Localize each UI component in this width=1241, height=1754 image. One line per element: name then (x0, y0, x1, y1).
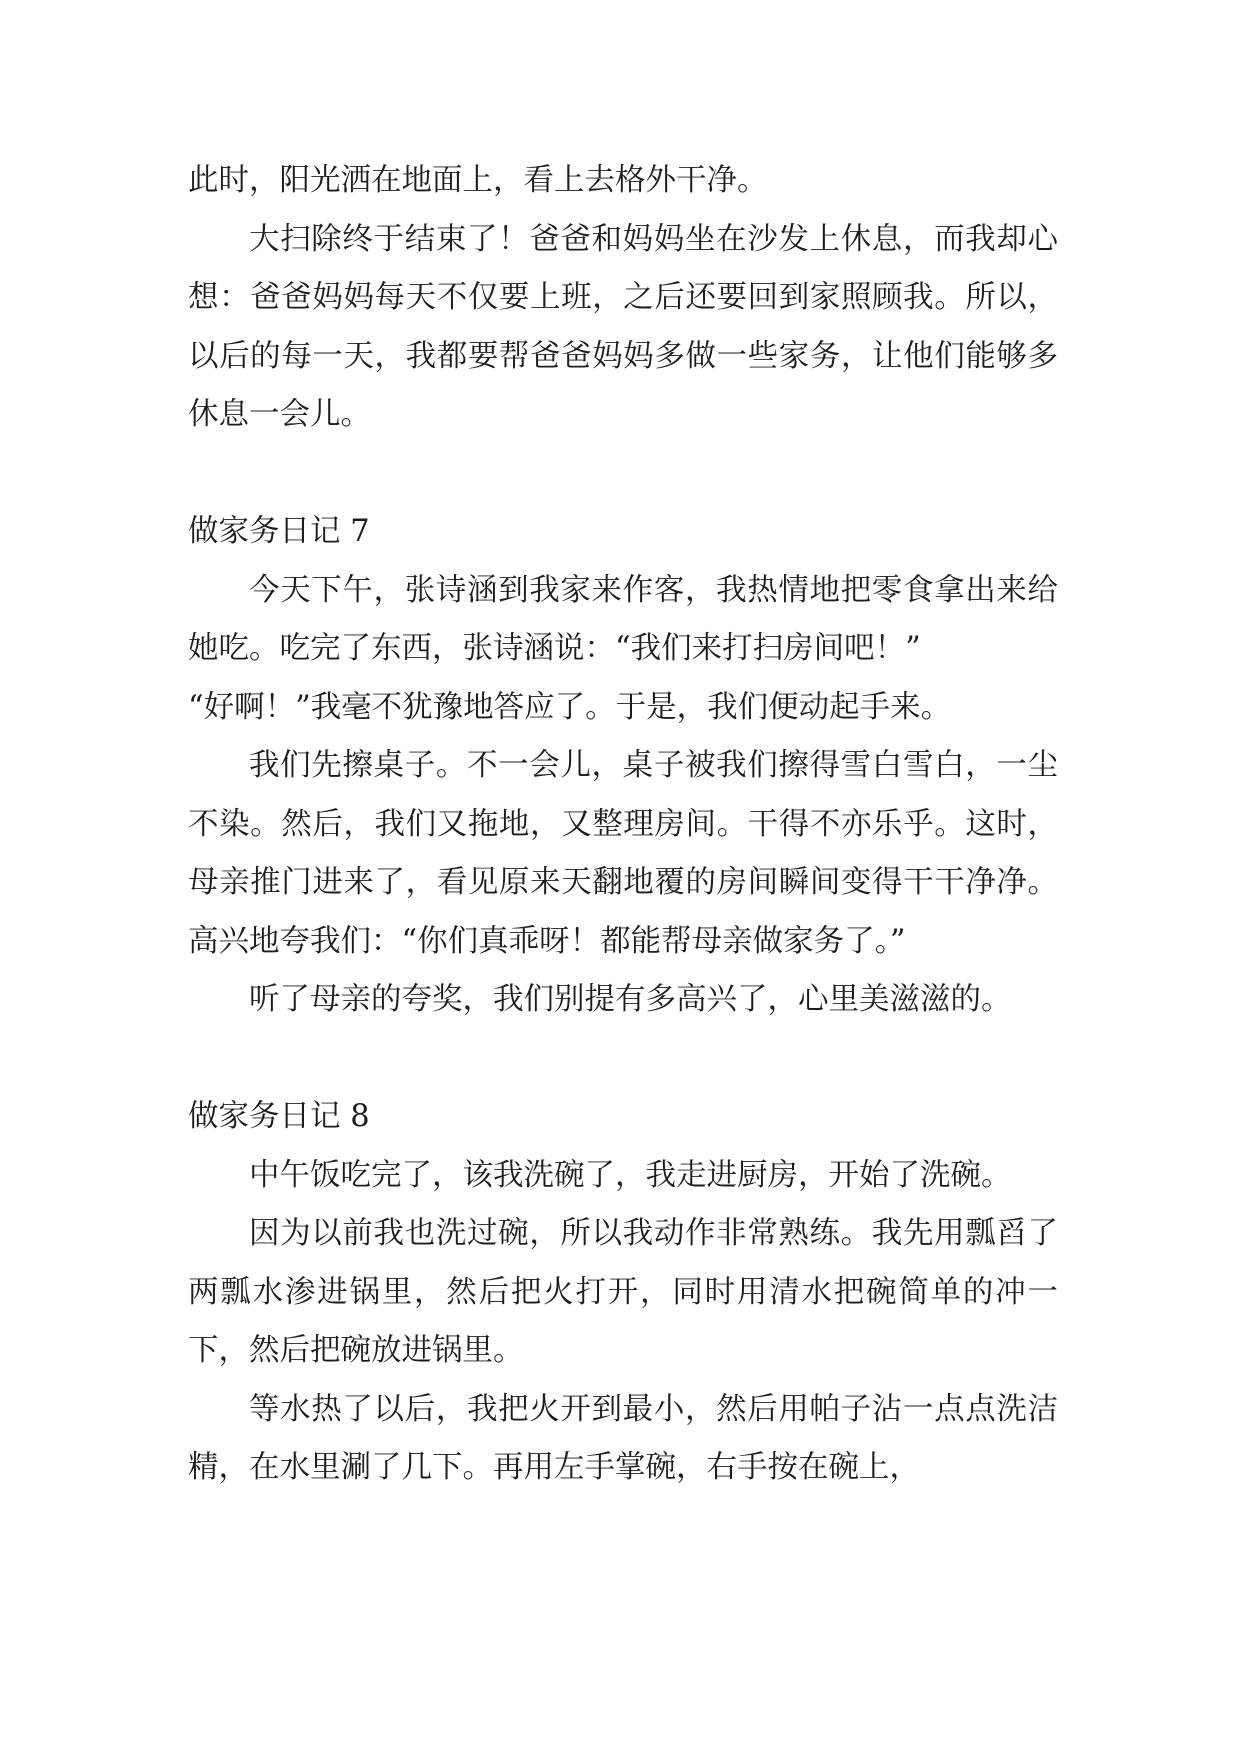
section-title-diary-7: 做家务日记 7 (188, 514, 370, 549)
paragraph: 今天下午，张诗涵到我家来作客，我热情地把零食拿出来给她吃。吃完了东西，张诗涵说：“我们来打扫房间吧！” (188, 572, 1058, 666)
paragraph: 因为以前我也洗过碗，所以我动作非常熟练。我先用瓢舀了两瓢水渗进锅里，然后把火打开，同时用清水把碗简单的冲一下，然后把碗放进锅里。 (188, 1216, 1058, 1368)
document-body (188, 152, 1058, 1498)
section-title-diary-8: 做家务日记 8 (188, 1099, 370, 1134)
paragraph: 等水热了以后，我把火开到最小，然后用帕子沾一点点洗洁精，在水里涮了几下。再用左手掌碗，右手按在碗上， (188, 1391, 1058, 1485)
paragraph: 我们先擦桌子。不一会儿，桌子被我们擦得雪白雪白，一尘不染。然后，我们又拖地，又整理房间。干得不亦乐乎。这时，母亲推门进来了，看见原来天翻地覆的房间瞬间变得干干净净。高兴地夸我们：“你们真乖呀！都能帮母亲做家务了。” (188, 748, 1058, 959)
paragraph: 大扫除终于结束了！爸爸和妈妈坐在沙发上休息，而我却心想：爸爸妈妈每天不仅要上班，之后还要回到家照顾我。所以，以后的每一天，我都要帮爸爸妈妈多做一些家务，让他们能够多休息一会儿。 (188, 221, 1058, 432)
paragraph: 此时，阳光洒在地面上，看上去格外干净。 (188, 163, 768, 198)
paragraph: 中午饭吃完了，该我洗碗了，我走进厨房，开始了洗碗。 (249, 1157, 1012, 1193)
paragraph: 听了母亲的夸奖，我们别提有多高兴了，心里美滋滋的。 (249, 982, 1012, 1017)
paragraph: “好啊！”我毫不犹豫地答应了。于是，我们便动起手来。 (188, 689, 952, 725)
